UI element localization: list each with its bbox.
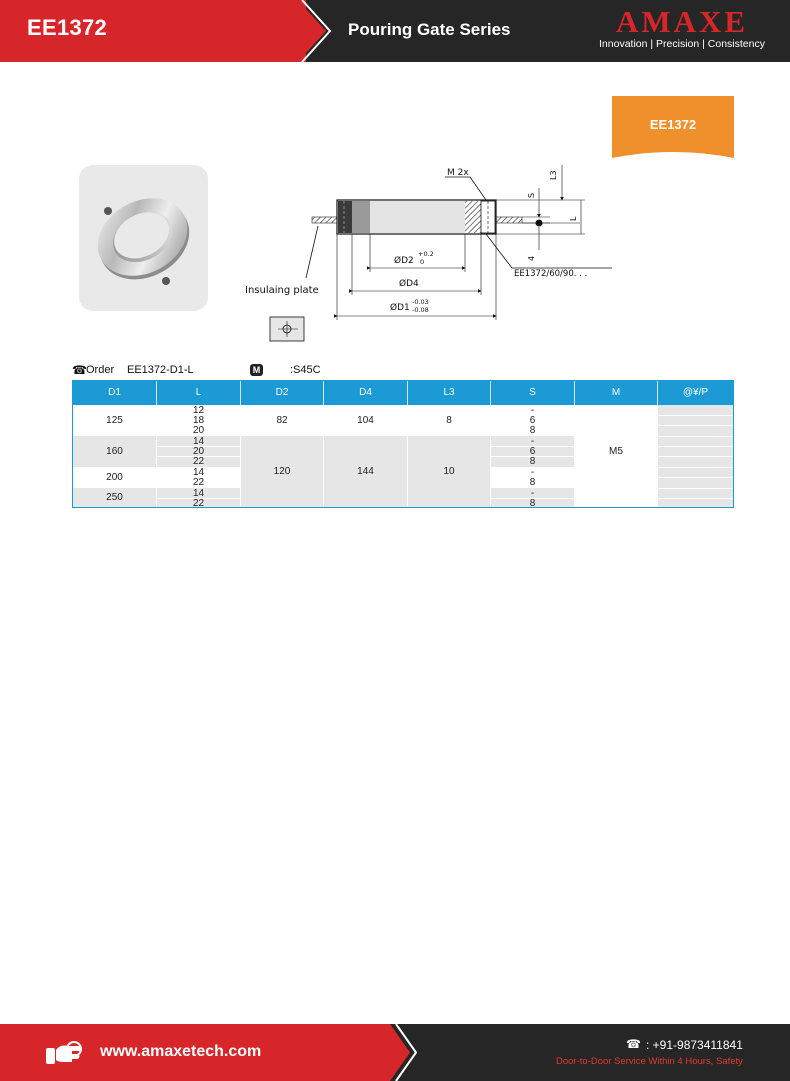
insulating-plate-label: Insulaing plate <box>245 285 319 296</box>
footer-service: Door-to-Door Service Within 4 Hours, Safety <box>556 1056 743 1067</box>
cell-l: 12 <box>192 405 205 416</box>
product-code: EE1372 <box>27 15 108 40</box>
d2-tol-lower: 0 <box>420 258 425 266</box>
cell-s: 8 <box>529 477 536 488</box>
cell-l3: 10 <box>443 466 455 477</box>
technical-drawing <box>240 150 620 350</box>
th-l3: L3 <box>443 387 455 398</box>
material-value: :S45C <box>290 364 321 376</box>
cell-m: M5 <box>609 446 623 457</box>
table-header <box>73 381 733 405</box>
d4-label: ØD4 <box>399 279 419 289</box>
th-s: S <box>529 387 536 398</box>
m2x-label: M 2x <box>447 168 469 178</box>
th-d4: D4 <box>359 387 372 398</box>
cell-l: 14 <box>192 467 205 478</box>
cell-d1: 125 <box>106 415 123 426</box>
cell-d1: 160 <box>106 446 123 457</box>
brand-block <box>588 6 776 51</box>
cell-s: 8 <box>529 456 536 467</box>
footer-phone[interactable]: : +91-9873411841 <box>646 1038 743 1052</box>
bolt-hole-icon <box>162 277 170 285</box>
product-photo <box>79 165 208 311</box>
cell-s: - <box>530 488 535 499</box>
insulating-plate-right <box>496 217 522 223</box>
cell-d2: 82 <box>276 415 288 426</box>
cell-d4: 144 <box>357 466 374 477</box>
cell-l3: 8 <box>446 415 452 426</box>
d1-tol-upper: -0.03 <box>412 298 429 306</box>
cell-l: 22 <box>192 477 205 488</box>
footer-website[interactable]: www.amaxetech.com <box>100 1043 262 1060</box>
cell-d1: 200 <box>106 472 123 483</box>
d1-label: ØD1 <box>390 303 410 313</box>
cell-d1: 250 <box>106 492 123 503</box>
badge-label: EE1372 <box>649 117 697 132</box>
header-chevron <box>276 0 338 62</box>
material-icon: M <box>250 364 263 376</box>
d1-tol-lower: -0.08 <box>412 306 429 314</box>
cell-s: 8 <box>529 498 536 508</box>
cell-l: 18 <box>192 415 205 426</box>
l-label: L <box>569 216 578 221</box>
cell-d4: 104 <box>357 415 374 426</box>
cell-l: 20 <box>192 446 205 457</box>
page-header <box>0 0 790 62</box>
cell-l: 22 <box>192 498 205 508</box>
cell-l: 14 <box>192 436 205 447</box>
bolt-hole-icon <box>104 207 112 215</box>
order-code: EE1372-D1-L <box>127 364 194 376</box>
cell-s: - <box>530 436 535 447</box>
d2-tol-upper: +0.2 <box>418 250 434 258</box>
order-line <box>72 363 734 379</box>
cell-s: 6 <box>529 446 536 457</box>
l3-label: L3 <box>549 170 558 180</box>
insulating-plate-left <box>312 217 337 223</box>
s-label: S <box>527 192 536 198</box>
d2-label: ØD2 <box>394 256 414 266</box>
th-m: M <box>611 387 621 398</box>
cell-d2: 120 <box>273 466 291 477</box>
series-title: Pouring Gate Series <box>348 20 511 39</box>
th-d1: D1 <box>108 387 121 398</box>
cell-s: - <box>530 467 535 478</box>
spec-table <box>72 380 734 508</box>
cell-l: 20 <box>192 425 205 436</box>
telephone-icon: ☎ <box>626 1037 641 1051</box>
part-callout: EE1372/60/90. . . <box>514 269 588 279</box>
dim-4-label: 4 <box>527 255 536 261</box>
cell-l: 22 <box>192 456 205 467</box>
th-l: L <box>195 387 202 398</box>
telephone-icon: ☎ <box>72 363 87 377</box>
th-d2: D2 <box>275 387 289 398</box>
order-label: Order <box>86 364 115 376</box>
ring-photo-illustration <box>79 165 208 311</box>
th-price: @¥/P <box>682 387 709 398</box>
cell-s: 6 <box>529 415 536 426</box>
cell-s: 8 <box>529 425 536 436</box>
brand-logo: AMAXE <box>615 4 749 39</box>
brand-tagline: Innovation | Precision | Consistency <box>599 38 765 50</box>
cell-l: 14 <box>192 488 205 499</box>
cell-s: - <box>530 405 535 416</box>
